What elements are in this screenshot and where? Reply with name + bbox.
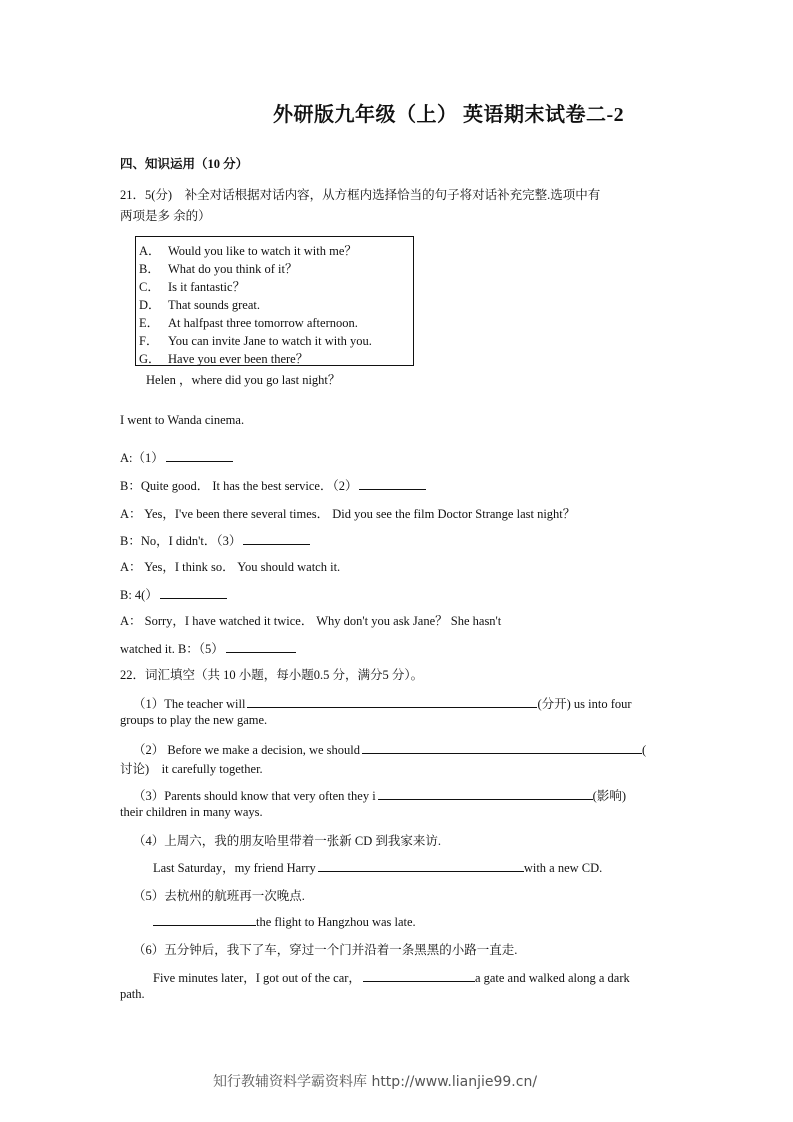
q22-item-5-prompt: （5）去杭州的航班再一次晚点. [133, 889, 305, 903]
dialogue-line: A:（1） [120, 448, 233, 466]
section-heading: 四、知识运用（10 分） [120, 157, 249, 171]
option-c: C． Is it fantastic？ [139, 280, 246, 294]
q22-item-6-prompt: （6）五分钟后，我下了车，穿过一个门并沿着一条黑黑的小路一直走. [133, 943, 518, 957]
q22-item-2: （2） Before we make a decision, we should ( [133, 743, 647, 757]
option-d: D． That sounds great. [139, 298, 260, 312]
answer-blank[interactable] [247, 695, 537, 708]
answer-blank[interactable] [166, 449, 233, 462]
dialogue-line: Helen ，where did you go last night？ [146, 373, 341, 387]
answer-blank[interactable] [378, 787, 593, 800]
option-f: F． You can invite Jane to watch it with you. [139, 334, 372, 348]
q22-item-5: the flight to Hangzhou was late. [153, 913, 416, 930]
option-b: B． What do you think of it？ [139, 262, 298, 276]
answer-blank[interactable] [226, 640, 296, 653]
q22-item-3-cont: their children in many ways. [120, 805, 263, 819]
q22-item-6-cont: path. [120, 987, 145, 1001]
dialogue-line: B: 4(） [120, 585, 227, 603]
q22-item-3: （3）Parents should know that very often they i (影响) [133, 789, 626, 803]
q22-item-6: Five minutes later，I got out of the car， a gate and walked along a dark [153, 971, 630, 985]
answer-blank[interactable] [160, 586, 227, 599]
options-box [135, 236, 414, 366]
option-a: A． Would you like to watch it with me？ [139, 244, 357, 258]
q22-item-1: （1）The teacher will (分开) us into four [133, 697, 632, 711]
option-g: G． Have you ever been there？ [139, 352, 309, 366]
answer-blank[interactable] [153, 913, 256, 926]
dialogue-line: A： Sorry，I have watched it twice． Why don't you ask Jane？ She hasn't [120, 614, 502, 628]
footer-watermark: 知行教辅资料学霸资料库 http://www.lianjie99.cn/ [213, 1074, 538, 1090]
answer-blank[interactable] [318, 859, 524, 872]
q22-item-1-cont: groups to play the new game. [120, 713, 268, 727]
q21-intro: 21．5(分) 补全对话根据对话内容，从方框内选择恰当的句子将对话补充完整.选项中有 [120, 188, 601, 202]
dialogue-line: A： Yes，I've been there several times． Did you see the film Doctor Strange last night？ [120, 507, 576, 521]
dialogue-line: watched it. B：（5） [120, 639, 296, 657]
page-title: 外研版九年级（上） 英语期末试卷二-2 [273, 104, 625, 126]
dialogue-line: A： Yes，I think so． You should watch it. [120, 560, 341, 574]
answer-blank[interactable] [362, 741, 642, 754]
q22-item-4: Last Saturday，my friend Harry with a new CD. [153, 861, 603, 875]
answer-blank[interactable] [363, 969, 475, 982]
dialogue-line: I went to Wanda cinema. [120, 413, 245, 427]
q22-item-4-prompt: （4）上周六，我的朋友哈里带着一张新 CD 到我家来访. [133, 834, 441, 848]
q21-intro-cont: 两项是多 余的） [120, 209, 211, 223]
q22-item-2-cont: 讨论) it carefully together. [120, 762, 263, 776]
dialogue-line: B：No，I didn't．（3） [120, 531, 310, 549]
answer-blank[interactable] [359, 477, 426, 490]
q22-intro: 22．词汇填空（共 10 小题，每小题0.5 分，满分5 分）。 [120, 668, 424, 682]
answer-blank[interactable] [243, 532, 310, 545]
option-e: E． At halfpast three tomorrow afternoon. [139, 316, 358, 330]
dialogue-line: B：Quite good． It has the best service．（2） [120, 476, 426, 494]
